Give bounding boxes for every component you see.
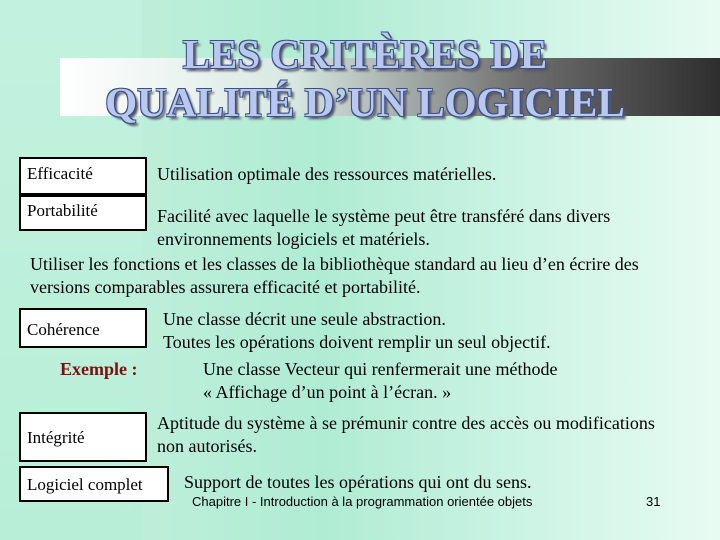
title-line-1: LES CRITÈRES DE [182, 31, 548, 77]
label-box-portabilite [19, 195, 147, 231]
text-portabilite-line-2: environnements logiciels et matériels. [157, 229, 430, 249]
label-efficacite: Efficacité [27, 164, 93, 183]
text-coherence-line-2: Toutes les opérations doivent remplir un seul objectif. [163, 332, 551, 352]
text-coherence-line-1: Une classe décrit une seule abstraction. [163, 309, 446, 329]
label-box-efficacite [19, 157, 147, 195]
page-number: 31 [646, 494, 661, 509]
label-portabilite: Portabilité [27, 201, 98, 220]
page-title [60, 30, 670, 126]
example-line-2: « Affichage d’un point à l’écran. » [203, 382, 452, 402]
text-efficacite: Utilisation optimale des ressources matérielles. [157, 164, 497, 184]
label-box-complet [19, 466, 169, 502]
note-line-2: versions comparables assurera efficacité et portabilité. [30, 277, 421, 297]
text-complet: Support de toutes les opérations qui ont du sens. [184, 472, 532, 492]
example-line-1: Une classe Vecteur qui renfermerait une méthode [203, 359, 558, 379]
label-integrite: Intégrité [27, 428, 85, 447]
label-box-coherence [19, 308, 147, 348]
label-coherence: Cohérence [27, 320, 100, 339]
example-label: Exemple : [60, 359, 138, 379]
label-complet: Logiciel complet [27, 475, 143, 494]
text-integrite-line-2: non autorisés. [157, 436, 257, 456]
title-line-2: QUALITÉ D’UN LOGICIEL [105, 79, 625, 125]
text-portabilite-line-1: Facilité avec laquelle le système peut être transféré dans divers [157, 206, 611, 226]
label-box-integrite [19, 412, 147, 462]
footer-chapter: Chapitre I - Introduction à la programmation orientée objets [192, 494, 533, 509]
note-line-1: Utiliser les fonctions et les classes de la bibliothèque standard au lieu d’en écrire des [30, 254, 639, 274]
text-integrite-line-1: Aptitude du système à se prémunir contre des accès ou modifications [157, 413, 655, 433]
